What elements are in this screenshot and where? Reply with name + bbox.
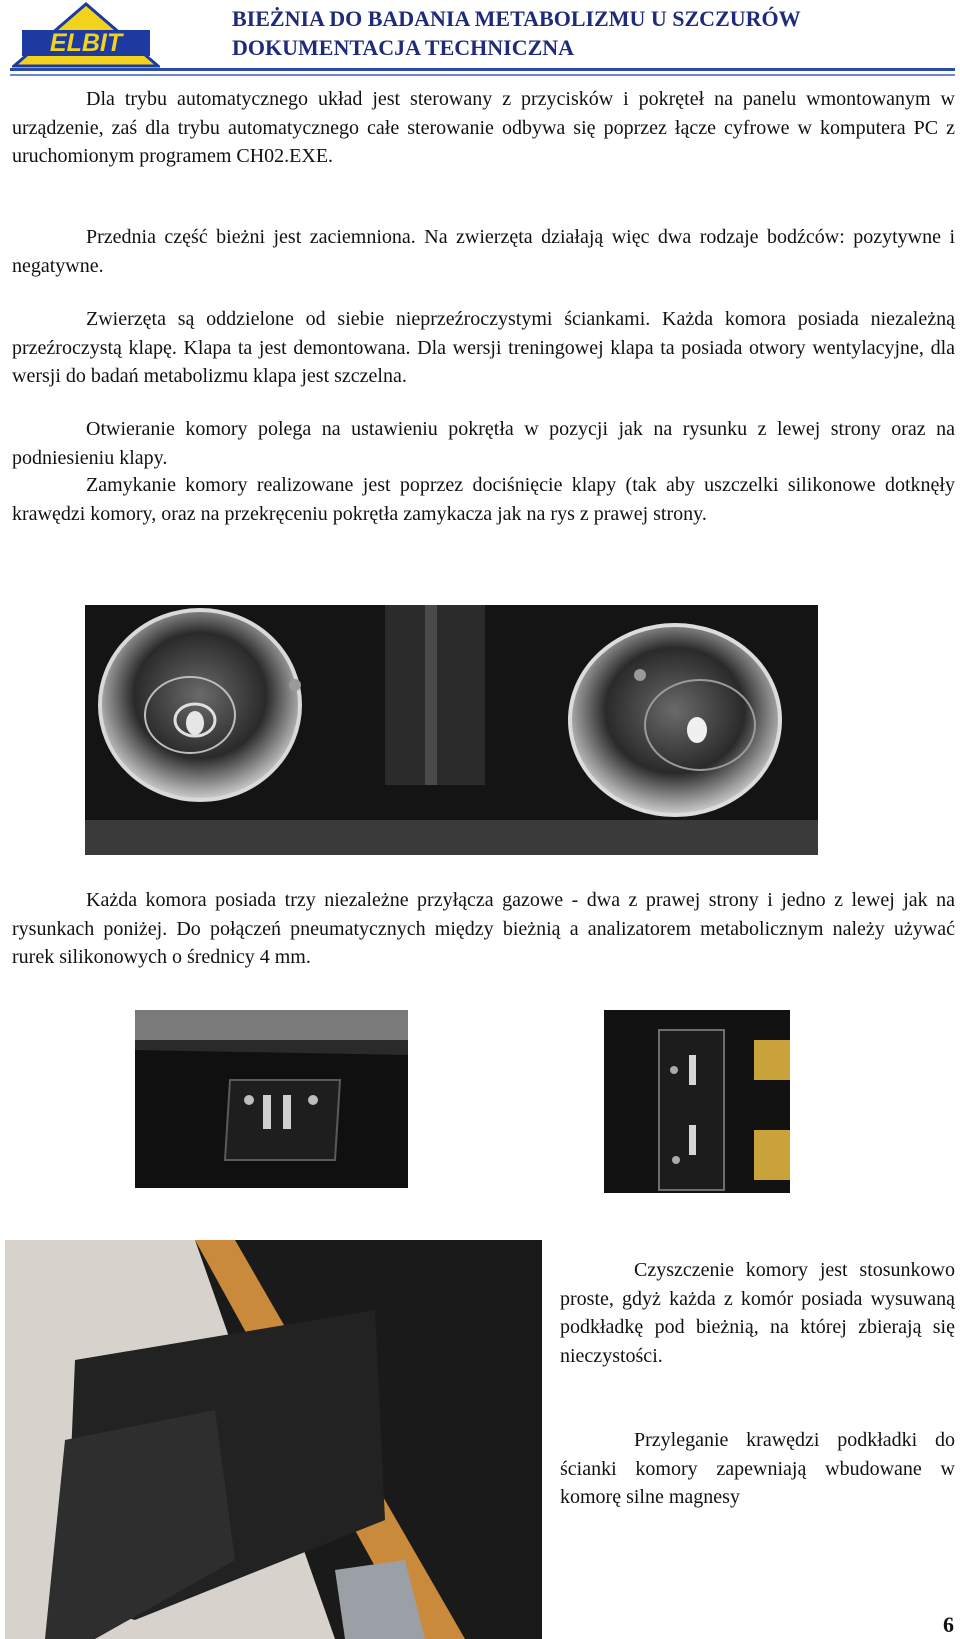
paragraph-gas-ports: Każda komora posiada trzy niezależne przyłącza gazowe - dwa z prawej strony i jedno z lewej jak na rysunkach poniżej. Do połączeń pneumatycznych między bieżnią a analizatorem metabolicznym należy używać rurek silikonowych o średnicy 4 mm.	[12, 889, 955, 968]
page-number: 6	[943, 1612, 954, 1637]
right-gas-connector-photo	[604, 1010, 790, 1193]
paragraph-closing: Zamykanie komory realizowane jest poprzez dociśnięcie klapy (tak aby uszczelki silikonowe dotknęły krawędzi komory, oraz na przekręceniu pokrętła zamykacza jak na rys z prawej strony.	[12, 474, 955, 525]
title-line-2: DOKUMENTACJA TECHNICZNA	[232, 35, 575, 60]
left-gas-connector-photo	[135, 1010, 408, 1188]
paragraph-opening: Otwieranie komory polega na ustawieniu pokrętła w pozycji jak na rysunku z lewej strony oraz na podniesieniu klapy.	[12, 418, 955, 469]
paragraph-control-modes: Dla trybu automatycznego układ jest sterowany z przycisków i pokręteł na panelu wmontowanym w urządzenie, zaś dla trybu automatycznego całe sterowanie odbywa się poprzez łącze cyfrowe w komputera PC z uruchomionym programem CH02.EXE.	[12, 88, 955, 167]
paragraph-chamber-walls: Zwierzęta są oddzielone od siebie nieprzeźroczystymi ściankami. Każda komora posiada niezależną przeźroczystą klapę. Klapa ta jest demontowana. Dla wersji treningowej klapa ta posiada otwory wentylacyjne, dla wersji do badań metabolizmu klapa jest szczelna.	[12, 308, 955, 387]
title-line-1: BIEŻNIA DO BADANIA METABOLIZMU U SZCZURÓW	[232, 6, 801, 31]
logo-text: ELBIT	[49, 29, 123, 57]
header-divider-thin	[10, 74, 955, 76]
paragraph-dark-front: Przednia część bieżni jest zaciemniona. Na zwierzęta działają więc dwa rodzaje bodźców: pozytywne i negatywne.	[12, 226, 955, 277]
paragraph-magnets: Przyleganie krawędzi podkładki do ścianki komory zapewniają wbudowane w komorę silne magnesy	[560, 1429, 955, 1508]
header-divider	[10, 68, 955, 71]
chamber-lids-photo	[85, 605, 818, 855]
elbit-logo	[12, 2, 160, 68]
paragraph-cleaning: Czyszczenie komory jest stosunkowo proste, gdyż każda z komór posiada wysuwaną podkładkę pod bieżnią, na której zbierają się nieczystości.	[560, 1259, 955, 1367]
sliding-tray-photo	[5, 1240, 542, 1639]
page-header	[0, 0, 960, 80]
document-title	[232, 4, 932, 62]
